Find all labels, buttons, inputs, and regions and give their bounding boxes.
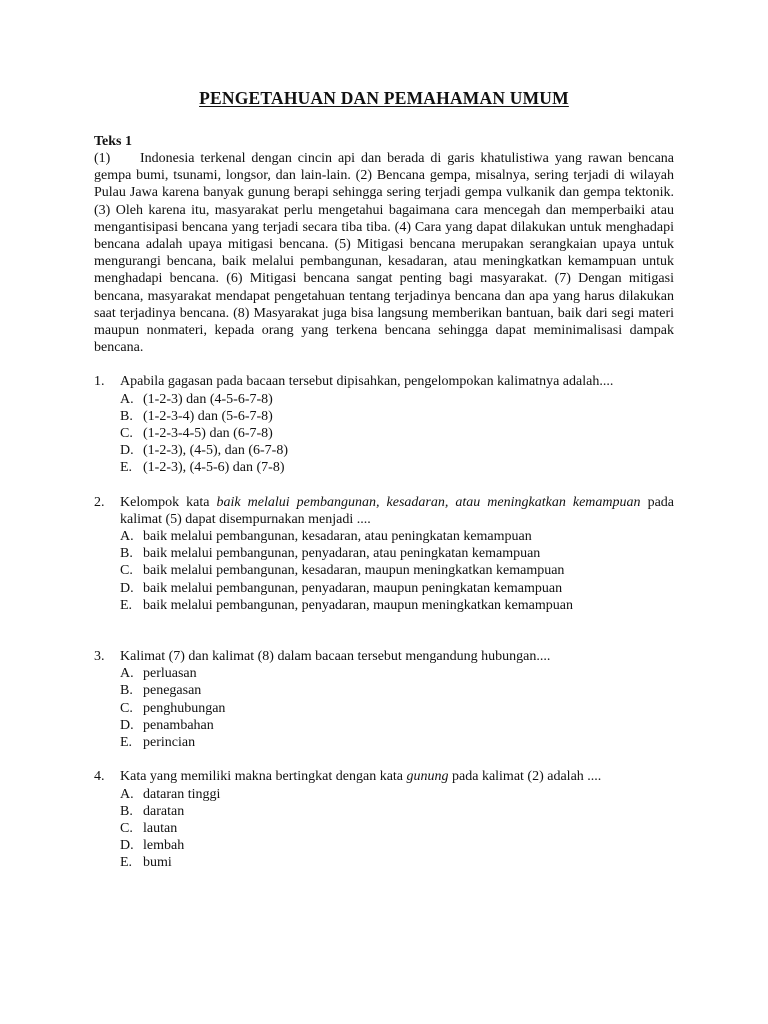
question-2: [94, 494, 674, 614]
option-text: bumi: [143, 855, 172, 871]
option-letter: E.: [120, 855, 133, 871]
option-text: (1-2-3-4-5) dan (6-7-8): [143, 426, 273, 442]
option-text: baik melalui pembangunan, penyadaran, atau peningkatan kemampuan: [143, 546, 541, 562]
option-letter: A.: [120, 391, 134, 407]
answer-option[interactable]: [120, 854, 674, 871]
option-text: baik melalui pembangunan, penyadaran, maupun meningkatkan kemampuan: [143, 597, 573, 613]
option-letter: D.: [120, 443, 134, 459]
option-letter: E.: [120, 735, 133, 751]
answer-option[interactable]: [120, 391, 674, 408]
answer-options: [120, 391, 674, 477]
answer-option[interactable]: [120, 786, 674, 803]
option-letter: E.: [120, 460, 133, 476]
answer-option[interactable]: [120, 562, 674, 579]
option-text: daratan: [143, 803, 185, 819]
answer-options: [120, 665, 674, 751]
option-text: lembah: [143, 838, 185, 854]
question-1: [94, 373, 674, 476]
option-text: penegasan: [143, 683, 202, 699]
option-letter: C.: [120, 820, 133, 836]
text-heading: Teks 1: [94, 134, 133, 149]
question-text-part: pada kalimat (2) adalah ....: [448, 769, 602, 785]
answer-options: [120, 786, 674, 872]
passage-number: (1): [94, 151, 111, 166]
option-letter: A.: [120, 666, 134, 682]
question-text: [120, 648, 674, 665]
answer-option[interactable]: [120, 408, 674, 425]
question-4: [94, 768, 674, 871]
question-text-part: Kelompok kata: [120, 494, 217, 510]
question-number: 3.: [94, 649, 105, 665]
question-number: 1.: [94, 374, 105, 390]
option-text: perincian: [143, 735, 196, 751]
question-text-part: Kata yang memiliki makna bertingkat dengan kata: [120, 769, 407, 785]
option-letter: A.: [120, 786, 134, 802]
option-text: lautan: [143, 820, 178, 836]
question-text: [120, 373, 674, 390]
answer-option[interactable]: [120, 459, 674, 476]
option-letter: B.: [120, 408, 133, 424]
option-text: (1-2-3-4) dan (5-6-7-8): [143, 408, 273, 424]
answer-option[interactable]: [120, 665, 674, 682]
answer-option[interactable]: [120, 803, 674, 820]
option-text: baik melalui pembangunan, kesadaran, atau peningkatan kemampuan: [143, 529, 532, 545]
answer-option[interactable]: [120, 700, 674, 717]
question-number: 4.: [94, 769, 105, 785]
reading-passage: [94, 150, 674, 356]
option-letter: E.: [120, 597, 133, 613]
option-letter: C.: [120, 700, 133, 716]
question-3: [94, 648, 674, 751]
answer-option[interactable]: [120, 837, 674, 854]
option-letter: B.: [120, 683, 133, 699]
answer-option[interactable]: [120, 717, 674, 734]
answer-option[interactable]: [120, 820, 674, 837]
answer-option[interactable]: [120, 442, 674, 459]
option-text: baik melalui pembangunan, penyadaran, maupun peningkatan kemampuan: [143, 580, 563, 596]
option-text: (1-2-3), (4-5-6) dan (7-8): [143, 460, 285, 476]
question-text-italic: gunung: [406, 769, 449, 785]
passage-body: Indonesia terkenal dengan cincin api dan berada di garis khatulistiwa yang rawan bencana gempa bumi, tsunami, longsor, dan lain-lain. (2) Bencana gempa, misalnya, sering terjadi di wilayah Pulau Jawa karena banyak gunung berapi sehingga sering terjadi gempa vulkanik dan gempa tektonik. (3) Oleh karena itu, masyarakat perlu mengetahui bagaimana cara mencegah dan memperbaiki atau mengantisipasi bencana yang terjadi secara tiba tiba. (4) Cara yang dapat dilakukan untuk menghadapi bencana adalah upaya mitigasi bencana. (5) Mitigasi bencana merupakan serangkaian upaya untuk mengurangi bencana, baik melalui pembangunan, kesadaran, atau meningkatkan kemampuan untuk menghadapi bencana. (6) Mitigasi bencana sangat penting bagi masyarakat. (7) Dengan mitigasi bencana, masyarakat mendapat pengetahuan tentang terjadinya bencana dan apa yang harus dilakukan saat terjadinya bencana. (8) Masyarakat juga bisa langsung memberikan bantuan, baik dari segi materi maupun nonmateri, kepada orang yang terkena bencana sehingga dapat meminimalisasi dampak bencana.: [94, 151, 674, 356]
question-text-part: pada kalimat (5) dapat disempurnakan menjadi ....: [120, 494, 674, 527]
answer-option[interactable]: [120, 597, 674, 614]
option-letter: D.: [120, 717, 134, 733]
option-letter: D.: [120, 580, 134, 596]
question-text-part: Apabila gagasan pada bacaan tersebut dipisahkan, pengelompokan kalimatnya adalah....: [120, 374, 614, 390]
answer-option[interactable]: [120, 425, 674, 442]
option-text: dataran tinggi: [143, 786, 221, 802]
answer-option[interactable]: [120, 682, 674, 699]
option-letter: D.: [120, 838, 134, 854]
answer-option[interactable]: [120, 580, 674, 597]
option-letter: B.: [120, 803, 133, 819]
question-text-italic: baik melalui pembangunan, kesadaran, atau meningkatkan kemampuan: [216, 494, 641, 510]
question-text: [120, 494, 674, 528]
question-number: 2.: [94, 494, 105, 510]
option-letter: C.: [120, 426, 133, 442]
answer-option[interactable]: [120, 528, 674, 545]
option-letter: A.: [120, 529, 134, 545]
answer-options: [120, 528, 674, 614]
option-text: baik melalui pembangunan, kesadaran, maupun meningkatkan kemampuan: [143, 563, 565, 579]
option-letter: C.: [120, 563, 133, 579]
option-text: (1-2-3), (4-5), dan (6-7-8): [143, 443, 288, 459]
option-text: penambahan: [143, 717, 214, 733]
option-letter: B.: [120, 546, 133, 562]
page-title: PENGETAHUAN DAN PEMAHAMAN UMUM: [199, 88, 569, 108]
option-text: penghubungan: [143, 700, 226, 716]
answer-option[interactable]: [120, 545, 674, 562]
option-text: (1-2-3) dan (4-5-6-7-8): [143, 391, 273, 407]
question-text: [120, 768, 674, 785]
option-text: perluasan: [143, 666, 197, 682]
answer-option[interactable]: [120, 734, 674, 751]
question-text-part: Kalimat (7) dan kalimat (8) dalam bacaan tersebut mengandung hubungan....: [120, 649, 551, 665]
